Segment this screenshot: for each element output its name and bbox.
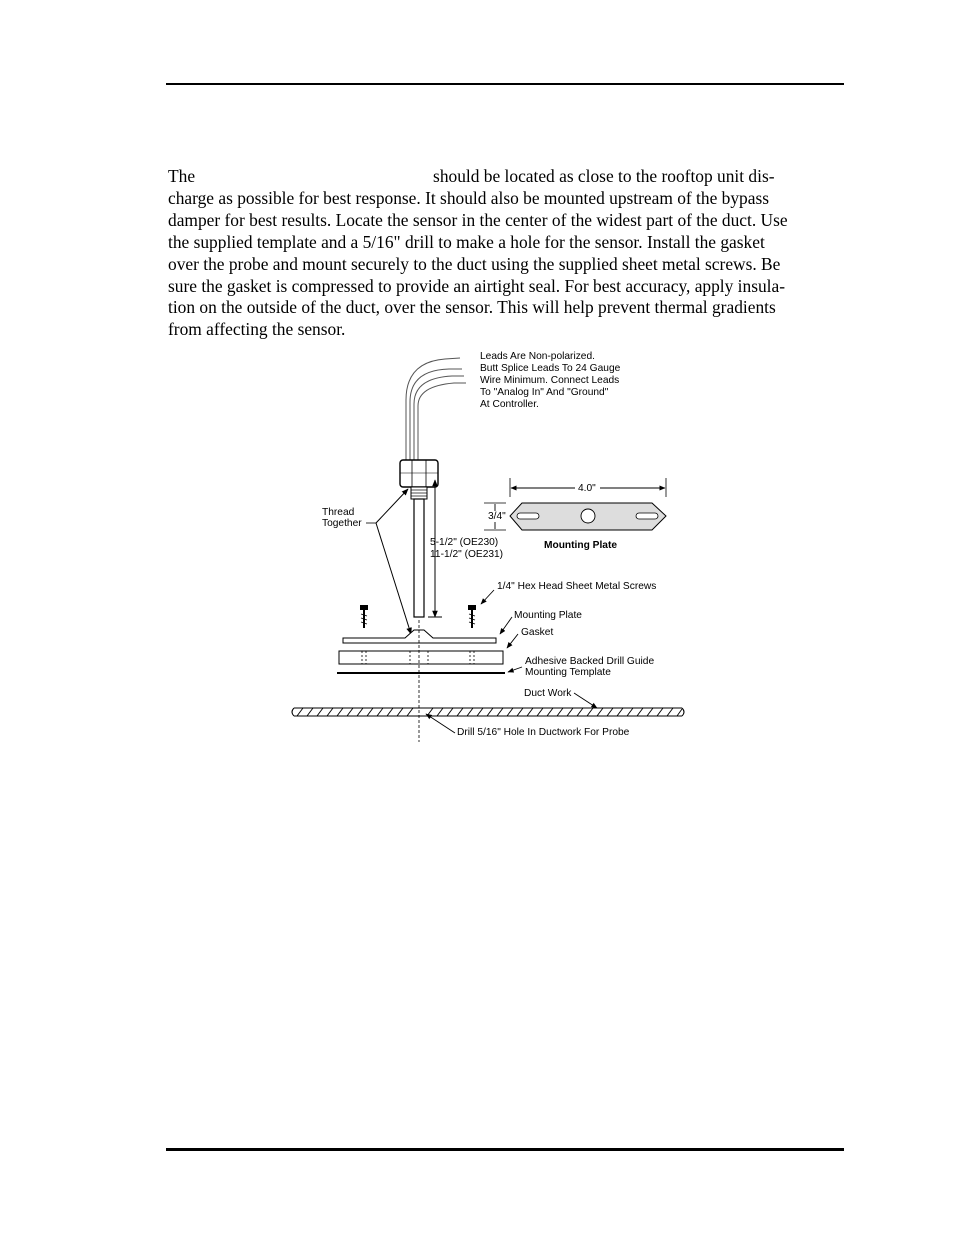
stack-labels [500, 610, 654, 708]
thread-label: Thread [322, 507, 355, 518]
probe-length-short: 5-1/2" (OE230) [430, 537, 499, 548]
leads-note [480, 351, 621, 410]
assembly-stack [337, 620, 505, 742]
duct-work [292, 708, 684, 716]
thread-label: Together [322, 518, 362, 529]
screw-left [360, 605, 368, 628]
paragraph-line: the supplied template and a 5/16" drill to make a hole for the sensor. Install the gasket [168, 231, 765, 252]
template-label: Adhesive Backed Drill Guide [525, 656, 655, 667]
screws-label: 1/4" Hex Head Sheet Metal Screws [497, 581, 657, 592]
duct-label: Duct Work [524, 688, 572, 699]
paragraph-lead: The [168, 166, 196, 186]
paragraph-line: tion on the outside of the duct, over the sensor. This will help prevent thermal gradients [168, 297, 776, 318]
paragraph-rest: should be located as close to the rooftop unit dis- [433, 166, 775, 186]
plate-title: Mounting Plate [544, 540, 618, 551]
gasket-label: Gasket [521, 627, 554, 638]
paragraph-line: damper for best results. Locate the sensor in the center of the widest part of the duct. Use [168, 209, 788, 230]
mounting-plate-detail [484, 478, 666, 551]
leads-note-line: At Controller. [480, 399, 539, 410]
template-label: Mounting Template [525, 667, 611, 678]
lead-wires [406, 358, 466, 460]
drill-callout [426, 714, 630, 738]
leads-note-line: Wire Minimum. Connect Leads [480, 375, 620, 386]
mounting-plate-label: Mounting Plate [514, 610, 582, 621]
screw-right [468, 605, 476, 628]
plate-height-label: 3/4" [488, 511, 506, 522]
drill-label: Drill 5/16" Hole In Ductwork For Probe [457, 727, 630, 738]
leads-note-line: Butt Splice Leads To 24 Gauge [480, 363, 621, 374]
paragraph-line: sure the gasket is compressed to provide an airtight seal. For best accuracy, apply insula- [168, 275, 786, 296]
plate-width-label: 4.0" [578, 483, 596, 494]
probe-length-dimension [428, 480, 503, 617]
footer-rule [166, 1148, 844, 1151]
sheet-metal-screws [360, 581, 656, 628]
leads-note-line: Leads Are Non-polarized. [480, 351, 595, 362]
paragraph-line: over the probe and mount securely to the duct using the supplied sheet metal screws. Be [168, 253, 781, 274]
paragraph-line: from affecting the sensor. [168, 319, 346, 340]
paragraph-line: charge as possible for best response. It should also be mounted upstream of the bypass [168, 187, 769, 208]
probe-length-long: 11-1/2" (OE231) [430, 549, 504, 560]
leads-note-line: To "Analog In" And "Ground" [480, 387, 609, 398]
thread-together-callout [322, 489, 411, 634]
